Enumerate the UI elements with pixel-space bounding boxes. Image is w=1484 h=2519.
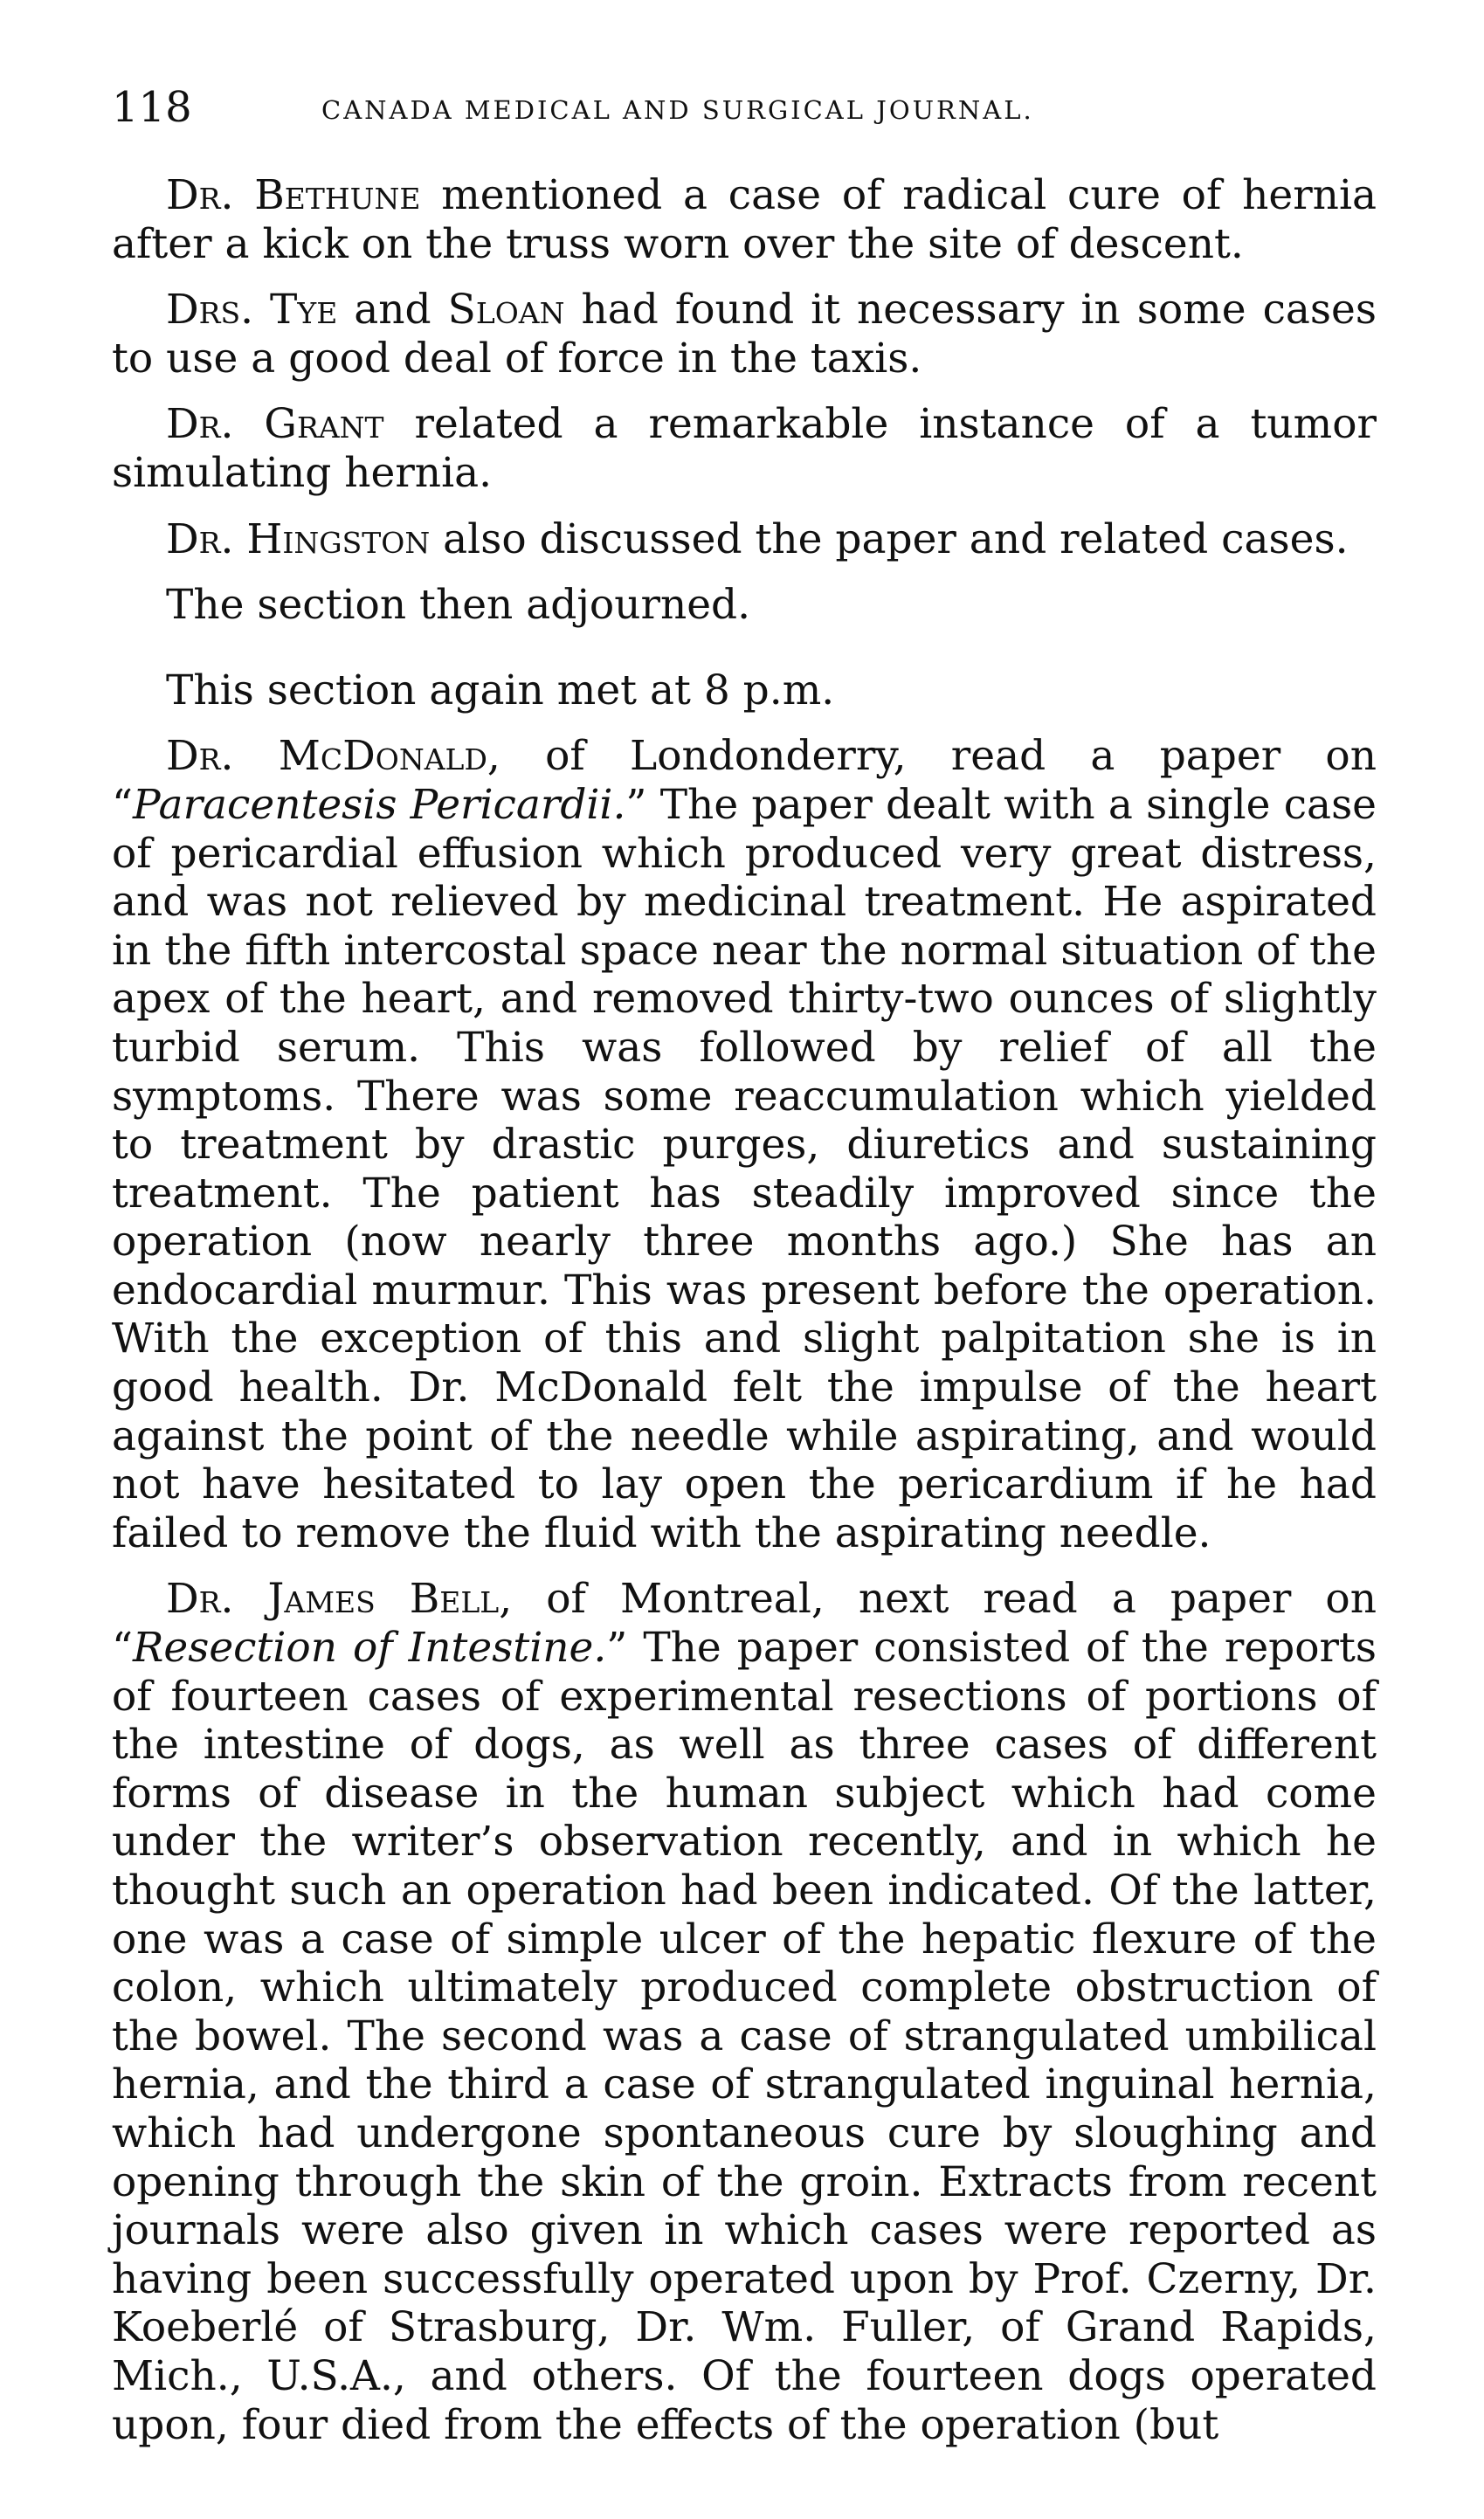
paragraph-text: This section again met at 8 p.m. bbox=[166, 666, 835, 714]
conjunction-text: and bbox=[337, 286, 448, 335]
speaker-name-second: Sloan bbox=[447, 286, 565, 335]
speaker-name: Dr. Bethune bbox=[166, 171, 421, 219]
speaker-name: Dr. McDonald bbox=[166, 732, 487, 781]
paragraph-met-again bbox=[112, 666, 1377, 715]
paragraph-text: also discussed the paper and related cases. bbox=[430, 514, 1349, 563]
body-text bbox=[112, 171, 1377, 2449]
paper-title: Paracentesis Pericardii. bbox=[133, 780, 626, 829]
paragraph-text: mentioned a case of radical cure of hernia after a kick on the truss worn over the site of descent. bbox=[112, 171, 1377, 268]
page-header bbox=[112, 83, 1370, 144]
paragraph-tye-sloan bbox=[112, 286, 1377, 383]
speaker-name: Dr. Grant bbox=[166, 400, 384, 449]
running-head: CANADA MEDICAL AND SURGICAL JOURNAL. bbox=[321, 95, 1034, 125]
paragraph-mcdonald bbox=[112, 732, 1377, 1557]
paragraph-text: ” The paper dealt with a single case of pericardial effusion which produced very great distress, and was not relieved by medicinal treatment. He aspirated in the fifth intercostal space near the normal situation of the apex of the heart, and removed thirty-two ounces of slightly turbid serum. This was followed by relief of all the symptoms. There was some reaccumulation which yielded to treatment by drastic purges, diuretics and sustaining treatment. The patient has steadily improved since the operation (now nearly three months ago.) She has an endocardial murmur. This was present before the operation. With the exception of this and slight palpitation she is in good health. Dr. McDonald felt the impulse of the heart against the point of the needle while aspirating, and would not have hesitated to lay open the pericardium if he had failed to remove the fluid with the aspirating needle. bbox=[112, 780, 1377, 1557]
paragraph-bell bbox=[112, 1575, 1377, 2449]
paper-title: Resection of Intestine. bbox=[133, 1624, 607, 1673]
paragraph-text: ” The paper consisted of the reports of fourteen cases of experimental resections of portions of the intestine of dogs, as well as three cases of different forms of disease in the human subject which had come under the writer’s observation recently, and in which he thought such an operation had been indicated. Of the latter, one was a case of simple ulcer of the hepatic flexure of the colon, which ultimately produced complete obstruction of the bowel. The second was a case of strangulated umbilical hernia, and the third a case of strangulated inguinal hernia, which had undergone spontaneous cure by sloughing and opening through the skin of the groin. Extracts from recent journals were also given in which cases were reported as having been successfully operated upon by Prof. Czerny, Dr. Koeberlé of Strasburg, Dr. Wm. Fuller, of Grand Rapids, Mich., U.S.A., and others. Of the fourteen dogs operated upon, four died from the effects of the operation (but bbox=[112, 1624, 1377, 2449]
paragraph-adjourned bbox=[112, 581, 1377, 630]
paragraph-intro: , of Londonderry, read a paper on “ bbox=[112, 732, 1377, 829]
speaker-name: Drs. Tye bbox=[166, 286, 338, 335]
paragraph-intro: , of Montreal, next read a paper on “ bbox=[112, 1575, 1377, 1673]
paragraph-text: The section then adjourned. bbox=[166, 581, 751, 630]
page-number: 118 bbox=[112, 83, 192, 132]
paragraph-hingston bbox=[112, 515, 1377, 564]
speaker-name: Dr. Hingston bbox=[166, 514, 431, 563]
paragraph-bethune bbox=[112, 171, 1377, 268]
paragraph-text: had found it necessary in some cases to use a good deal of force in the taxis. bbox=[112, 286, 1377, 383]
paragraph-grant bbox=[112, 400, 1377, 497]
speaker-name: Dr. James Bell bbox=[166, 1575, 500, 1624]
paragraph-text: related a remarkable instance of a tumor simulating hernia. bbox=[112, 400, 1377, 497]
